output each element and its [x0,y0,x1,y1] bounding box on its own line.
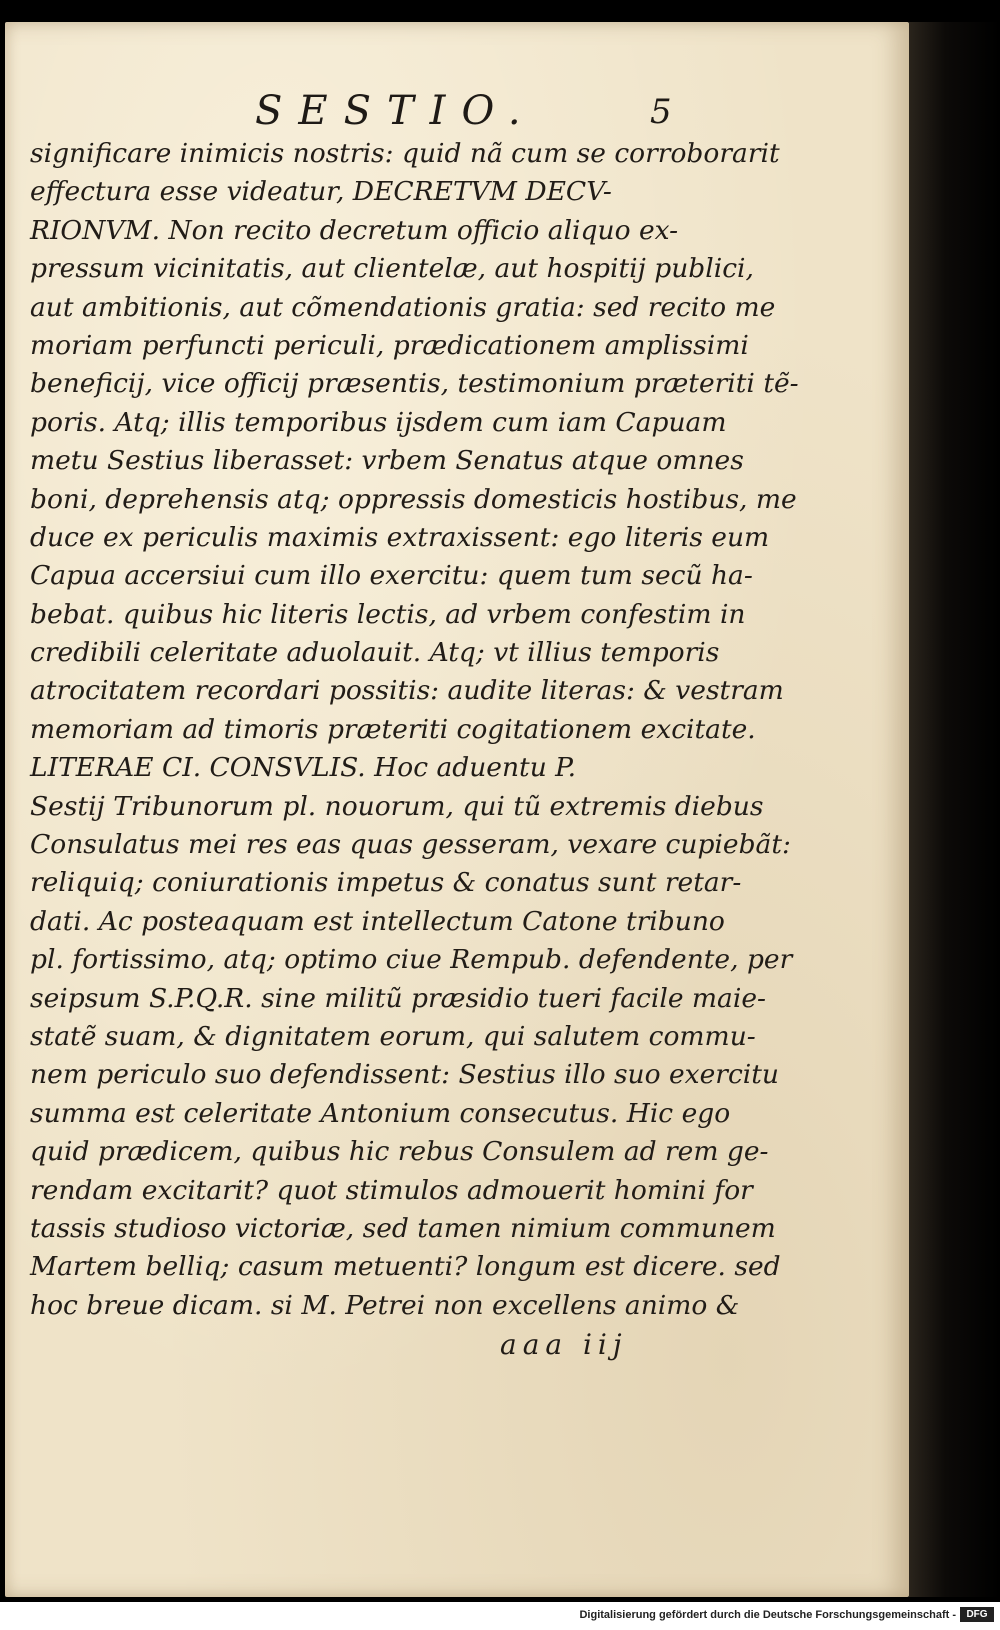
running-header [255,88,875,138]
text-line: reliquiq; coniurationis impetus & conatus sunt retar- [30,867,742,899]
text-line: rendam excitarit? quot stimulos admouerit homini for [30,1174,753,1206]
text-line: bebat. quibus hic literis lectis, ad vrbem confestim in [30,598,746,630]
body-text [30,135,799,1325]
dfg-logo: DFG [960,1607,994,1622]
text-line: Sestij Tribunorum pl. nouorum, qui tũ extremis diebus [30,790,764,822]
text-line: seipsum S.P.Q.R. sine militũ præsidio tueri facile maie- [30,982,766,1014]
text-line: dati. Ac posteaquam est intellectum Catone tribuno [30,905,725,937]
text-line: memoriam ad timoris præteriti cogitationem excitate. [30,713,756,745]
page-number: 5 [650,92,672,132]
text-line: credibili celeritate aduolauit. Atq; vt illius temporis [30,637,720,669]
text-line: summa est celeritate Antonium consecutus. Hic ego [30,1097,731,1129]
text-line: quid prædicem, quibus hic rebus Consulem ad rem ge- [30,1136,769,1168]
page-edge-shadow [909,22,1000,1597]
footer-bar [0,1602,1000,1630]
text-line: beneficij, vice officij præsentis, testimonium præteriti tẽ- [30,368,799,400]
text-line: boni, deprehensis atq; oppressis domesticis hostibus, me [30,483,797,515]
text-line: significare inimicis nostris: quid nã cum se corroborarit [30,138,780,169]
text-line: pressum vicinitatis, aut clientelæ, aut hospitij publici, [30,253,754,285]
text-line: statẽ suam, & dignitatem eorum, qui salutem commu- [30,1020,756,1052]
text-line: poris. Atq; illis temporibus ijsdem cum iam Capuam [30,406,727,438]
text-line: aut ambitionis, aut cõmendationis gratia: sed recito me [30,291,776,323]
text-line: Capua accersiui cum illo exercitu: quem tum secũ ha- [30,560,753,592]
text-line: pl. fortissimo, atq; optimo ciue Rempub. defendente, per [30,944,793,976]
text-line: RIONVM. Non recito decretum officio aliquo ex- [30,214,679,246]
text-line: atrocitatem recordari possitis: audite literas: & vestram [30,675,784,707]
text-line: hoc breue dicam. si M. Petrei non excellens animo & [30,1289,740,1321]
text-line: nem periculo suo defendissent: Sestius illo suo exercitu [30,1059,780,1091]
funding-credit: Digitalisierung gefördert durch die Deutsche Forschungsgemeinschaft - [579,1609,956,1621]
text-line: Consulatus mei res eas quas gesseram, vexare cupiebãt: [30,829,791,861]
text-line: moriam perfuncti periculi, prædicationem amplissimi [30,329,749,361]
running-title: SESTIO. [255,88,537,134]
text-line: Martem belliq; casum metuenti? longum est dicere. sed [30,1251,781,1283]
text-line: duce ex periculis maximis extraxissent: ego literis eum [30,521,770,553]
text-line: metu Sestius liberasset: vrbem Senatus atque omnes [30,445,744,477]
text-line: tassis studioso victoriæ, sed tamen nimium communem [30,1212,776,1244]
text-line: effectura esse videatur, DECRETVM DECV- [30,176,612,208]
signature-mark: aaa iij [500,1328,628,1361]
text-line: LITERAE CI. CONSVLIS. Hoc aduentu P. [30,752,577,784]
